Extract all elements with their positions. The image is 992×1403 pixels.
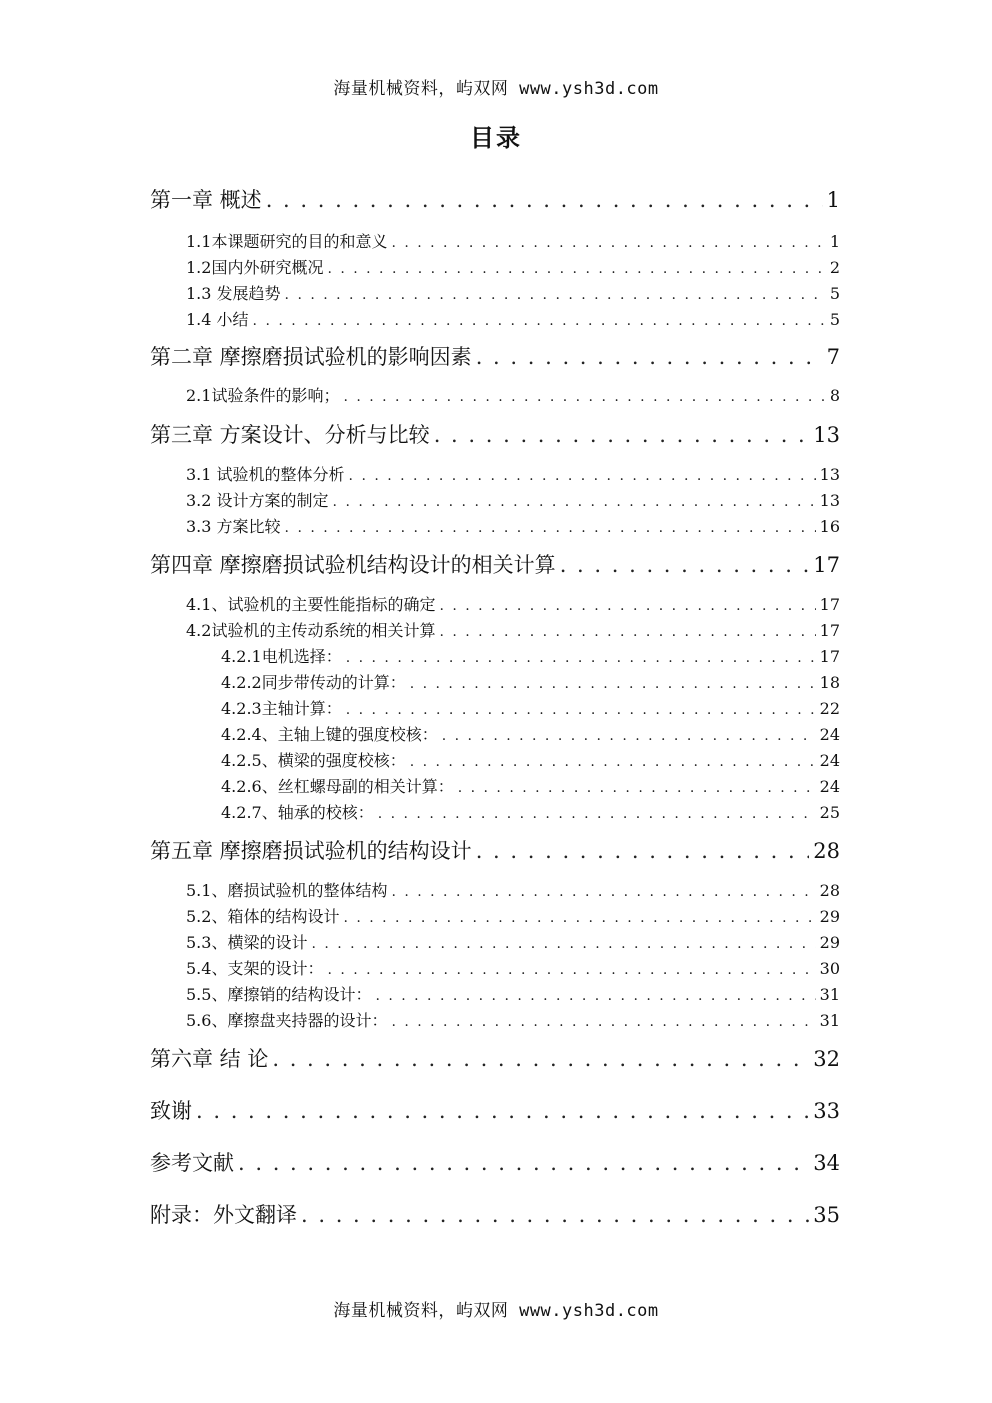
toc-references[interactable] bbox=[150, 1147, 840, 1177]
toc-leader-dots bbox=[476, 345, 823, 369]
toc-entry-title: 3.3 方案比较 bbox=[186, 517, 281, 536]
toc-leader-dots bbox=[285, 520, 816, 536]
page-footer: 海量机械资料，屿双网 www.ysh3d.com bbox=[333, 1301, 659, 1321]
toc-section-5-1[interactable] bbox=[186, 878, 840, 901]
toc-entry-title: 5.2、箱体的结构设计 bbox=[186, 907, 340, 926]
toc-leader-dots bbox=[272, 1047, 809, 1071]
toc-leader-dots bbox=[378, 806, 816, 822]
page-header: 海量机械资料，屿双网 www.ysh3d.com bbox=[333, 79, 659, 99]
toc-leader-dots bbox=[391, 235, 825, 251]
toc-page-number: 17 bbox=[819, 595, 840, 614]
toc-section-5-5[interactable] bbox=[186, 982, 840, 1005]
toc-page-number: 28 bbox=[819, 881, 840, 900]
toc-leader-dots bbox=[346, 702, 816, 718]
toc-page-number: 17 bbox=[819, 647, 840, 666]
toc-leader-dots bbox=[266, 188, 823, 212]
toc-leader-dots bbox=[476, 839, 810, 863]
toc-section-2-1[interactable] bbox=[186, 383, 840, 406]
toc-page-number: 13 bbox=[819, 465, 840, 484]
toc-entry-title: 5.6、摩擦盘夹持器的设计： bbox=[186, 1011, 388, 1030]
toc-page-number: 5 bbox=[829, 310, 840, 329]
toc-leader-dots bbox=[349, 468, 816, 484]
toc-page-number: 17 bbox=[819, 621, 840, 640]
toc-entry-title: 3.2 设计方案的制定 bbox=[186, 491, 329, 510]
toc-page-number: 7 bbox=[826, 345, 840, 369]
toc-entry-title: 致谢 bbox=[150, 1099, 192, 1123]
toc-section-3-1[interactable] bbox=[186, 462, 840, 485]
toc-page-number: 16 bbox=[819, 517, 840, 536]
toc-page-number: 17 bbox=[813, 553, 840, 577]
toc-page-number: 13 bbox=[819, 491, 840, 510]
toc-section-5-2[interactable] bbox=[186, 904, 840, 927]
toc-leader-dots bbox=[238, 1151, 809, 1175]
toc-section-3-2[interactable] bbox=[186, 488, 840, 511]
toc-leader-dots bbox=[285, 287, 826, 303]
toc-section-4-2-6[interactable] bbox=[221, 774, 840, 797]
toc-page-number: 28 bbox=[813, 839, 840, 863]
toc-entry-title: 4.2.2同步带传动的计算： bbox=[221, 673, 406, 692]
toc-page-number: 24 bbox=[819, 725, 840, 744]
toc-page-number: 2 bbox=[829, 258, 840, 277]
toc-leader-dots bbox=[439, 624, 815, 640]
toc-page-number: 30 bbox=[819, 959, 840, 978]
toc-leader-dots bbox=[343, 389, 825, 405]
toc-leader-dots bbox=[391, 884, 815, 900]
toc-leader-dots bbox=[410, 676, 816, 692]
toc-entry-title: 5.4、支架的设计： bbox=[186, 959, 324, 978]
toc-entry-title: 5.3、横梁的设计 bbox=[186, 933, 308, 952]
toc-section-5-4[interactable] bbox=[186, 956, 840, 979]
toc-leader-dots bbox=[327, 261, 825, 277]
toc-entry-title: 5.5、摩擦销的结构设计： bbox=[186, 985, 372, 1004]
toc-page-number: 35 bbox=[813, 1203, 840, 1227]
toc-page-number: 8 bbox=[829, 386, 840, 405]
toc-leader-dots bbox=[327, 962, 815, 978]
toc-chapter-2[interactable] bbox=[150, 341, 840, 371]
toc-chapter-5[interactable] bbox=[150, 835, 840, 865]
toc-entry-title: 4.2.4、主轴上键的强度校核： bbox=[221, 725, 438, 744]
toc-leader-dots bbox=[253, 313, 826, 329]
toc-page-number: 31 bbox=[819, 985, 840, 1004]
toc-section-4-2-7[interactable] bbox=[221, 800, 840, 823]
toc-leader-dots bbox=[346, 650, 816, 666]
toc-section-4-2-4[interactable] bbox=[221, 722, 840, 745]
toc-leader-dots bbox=[375, 988, 815, 1004]
toc-entry-title: 4.1、试验机的主要性能指标的确定 bbox=[186, 595, 436, 614]
toc-entry-title: 1.2国内外研究概况 bbox=[186, 258, 324, 277]
toc-entry-title: 第一章 概述 bbox=[150, 188, 262, 212]
toc-entry-title: 第六章 结 论 bbox=[150, 1047, 269, 1071]
toc-leader-dots bbox=[439, 598, 815, 614]
toc-section-5-6[interactable] bbox=[186, 1008, 840, 1031]
toc-chapter-6[interactable] bbox=[150, 1043, 840, 1073]
toc-chapter-1[interactable] bbox=[150, 184, 840, 214]
toc-section-4-2-1[interactable] bbox=[221, 644, 840, 667]
toc-entry-title: 1.4 小结 bbox=[186, 310, 249, 329]
toc-page-number: 1 bbox=[829, 232, 840, 251]
toc-appendix[interactable] bbox=[150, 1199, 840, 1229]
toc-page-number: 25 bbox=[819, 803, 840, 822]
toc-page-number: 18 bbox=[819, 673, 840, 692]
toc-entry-title: 4.2.1电机选择： bbox=[221, 647, 342, 666]
toc-section-4-2-5[interactable] bbox=[221, 748, 840, 771]
toc-section-5-3[interactable] bbox=[186, 930, 840, 953]
toc-leader-dots bbox=[391, 1014, 815, 1030]
toc-page-number: 13 bbox=[813, 423, 840, 447]
toc-entry-title: 第三章 方案设计、分析与比较 bbox=[150, 423, 430, 447]
toc-entry-title: 第四章 摩擦磨损试验机结构设计的相关计算 bbox=[150, 553, 556, 577]
toc-section-4-2-2[interactable] bbox=[221, 670, 840, 693]
toc-section-1-3[interactable] bbox=[186, 281, 840, 304]
toc-chapter-3[interactable] bbox=[150, 419, 840, 449]
toc-entry-title: 参考文献 bbox=[150, 1151, 234, 1175]
toc-entry-title: 1.3 发展趋势 bbox=[186, 284, 281, 303]
toc-page-number: 29 bbox=[819, 907, 840, 926]
toc-entry-title: 第二章 摩擦磨损试验机的影响因素 bbox=[150, 345, 472, 369]
toc-entry-title: 4.2.3主轴计算： bbox=[221, 699, 342, 718]
toc-section-3-3[interactable] bbox=[186, 514, 840, 537]
toc-section-4-2-3[interactable] bbox=[221, 696, 840, 719]
toc-entry-title: 4.2.7、轴承的校核： bbox=[221, 803, 374, 822]
toc-leader-dots bbox=[343, 910, 815, 926]
toc-page-number: 34 bbox=[813, 1151, 840, 1175]
toc-page-number: 1 bbox=[826, 188, 840, 212]
toc-entry-title: 第五章 摩擦磨损试验机的结构设计 bbox=[150, 839, 472, 863]
toc-leader-dots bbox=[301, 1203, 809, 1227]
toc-section-1-1[interactable] bbox=[186, 229, 840, 252]
toc-leader-dots bbox=[458, 780, 816, 796]
toc-entry-title: 5.1、磨损试验机的整体结构 bbox=[186, 881, 388, 900]
toc-page-number: 31 bbox=[819, 1011, 840, 1030]
toc-entry-title: 4.2.6、丝杠螺母副的相关计算： bbox=[221, 777, 454, 796]
toc-chapter-4[interactable] bbox=[150, 549, 840, 579]
toc-entry-title: 3.1 试验机的整体分析 bbox=[186, 465, 345, 484]
toc-entry-title: 2.1试验条件的影响； bbox=[186, 386, 340, 405]
page-title: 目录 bbox=[470, 124, 522, 152]
toc-page-number: 29 bbox=[819, 933, 840, 952]
toc-entry-title: 附录：外文翻译 bbox=[150, 1203, 297, 1227]
toc-section-1-2[interactable] bbox=[186, 255, 840, 278]
toc-entry-title: 4.2.5、横梁的强度校核： bbox=[221, 751, 406, 770]
toc-page-number: 32 bbox=[813, 1047, 840, 1071]
toc-section-1-4[interactable] bbox=[186, 307, 840, 330]
toc-page-number: 22 bbox=[819, 699, 840, 718]
toc-section-4-1[interactable] bbox=[186, 592, 840, 615]
toc-leader-dots bbox=[311, 936, 815, 952]
toc-leader-dots bbox=[560, 553, 810, 577]
toc-page-number: 33 bbox=[813, 1099, 840, 1123]
toc-leader-dots bbox=[434, 423, 810, 447]
toc-entry-title: 1.1本课题研究的目的和意义 bbox=[186, 232, 388, 251]
toc-leader-dots bbox=[196, 1099, 809, 1123]
toc-page-number: 24 bbox=[819, 777, 840, 796]
toc-leader-dots bbox=[333, 494, 816, 510]
toc-leader-dots bbox=[442, 728, 816, 744]
toc-entry-title: 4.2试验机的主传动系统的相关计算 bbox=[186, 621, 436, 640]
toc-leader-dots bbox=[410, 754, 816, 770]
toc-acknowledgements[interactable] bbox=[150, 1095, 840, 1125]
toc-section-4-2[interactable] bbox=[186, 618, 840, 641]
toc-page-number: 5 bbox=[829, 284, 840, 303]
toc-page-number: 24 bbox=[819, 751, 840, 770]
